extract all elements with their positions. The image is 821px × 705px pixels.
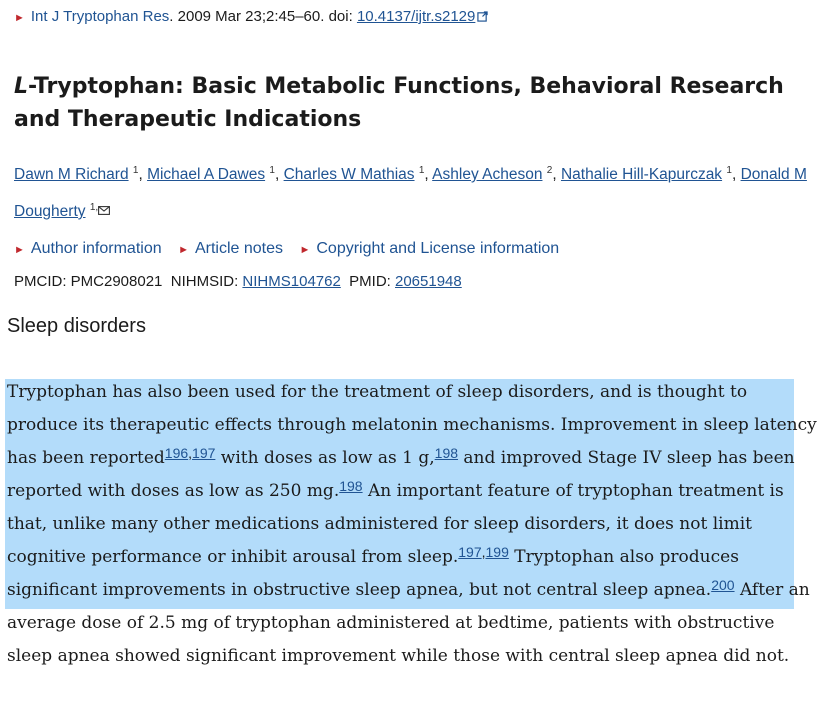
article-notes-toggle[interactable] xyxy=(178,240,283,257)
author-link[interactable]: Donald M Dougherty xyxy=(14,166,807,220)
reference-link[interactable]: 197 xyxy=(458,544,482,560)
paragraph-text: After an average dose of 2.5 mg of tryptophan administered at bedtime, patients with obstructive sleep apnea showed significant improvement while those with central sleep apnea did not. xyxy=(7,580,810,666)
author-link[interactable]: Ashley Acheson xyxy=(432,166,543,183)
article-notes-label: Article notes xyxy=(194,240,284,257)
reference-link[interactable]: 200 xyxy=(711,577,735,593)
affiliation-marker[interactable]: 1 xyxy=(269,165,275,176)
author-link[interactable]: Charles W Mathias xyxy=(283,166,415,183)
pmid-label: PMID: xyxy=(349,273,391,290)
pmcid: PMCID: PMC2908021 xyxy=(14,273,163,290)
author-link[interactable]: Nathalie Hill-Kapurczak xyxy=(560,166,723,183)
title-text: -Tryptophan: Basic Metabolic Functions, Behavioral Research and Therapeutic Indications xyxy=(14,74,784,132)
citation-line xyxy=(14,7,488,28)
author-link[interactable]: Dawn M Richard xyxy=(14,166,129,183)
section-heading: Sleep disorders xyxy=(7,315,146,337)
affiliation-marker[interactable]: 2 xyxy=(546,165,553,176)
affiliation-marker[interactable]: 1 xyxy=(726,165,732,176)
paragraph-text: with doses as low as 1 g, xyxy=(215,448,435,468)
journal-link[interactable]: Int J Tryptophan Res xyxy=(30,8,170,25)
author-information-toggle[interactable] xyxy=(14,240,162,257)
expand-triangle-icon: ► xyxy=(299,244,311,256)
author-list: Dawn M Richard $^1$, Michael A Dawes $^1$, Charles W Mathias $^1$, Ashley Acheson $^2$, Nathalie Hill-Kapurczak $^1$, Donald M Dougherty $^{1,}$ xyxy=(14,165,807,220)
citation-details: . 2009 Mar 23;2:45–60. doi: xyxy=(169,8,357,25)
reference-marker: 196,197 xyxy=(164,445,216,461)
reference-marker xyxy=(711,577,734,593)
expand-triangle-icon[interactable]: ► xyxy=(14,12,25,24)
title-italic-prefix: L xyxy=(14,74,29,99)
paragraph-text: An important feature of tryptophan treatment is that, unlike many other medications administered for sleep disorders, it does not limit cognitive performance or inhibit arousal from sleep. xyxy=(7,481,784,567)
doi-link[interactable]: 10.4137/ijtr.s2129 xyxy=(356,8,476,25)
envelope-icon[interactable] xyxy=(98,206,110,215)
copyright-license-toggle[interactable] xyxy=(299,240,559,257)
expand-triangle-icon: ► xyxy=(14,244,25,256)
affiliation-marker[interactable]: 1 xyxy=(418,165,425,176)
affiliation-marker[interactable]: 1, xyxy=(89,202,99,213)
article-title xyxy=(14,70,804,136)
body-paragraph[interactable] xyxy=(7,376,819,673)
author-information-label: Author information xyxy=(30,240,162,257)
nihmsid-label: NIHMSID: xyxy=(170,273,239,290)
reference-marker xyxy=(435,445,458,461)
nihmsid-link[interactable]: NIHMS104762 xyxy=(242,273,341,290)
affiliation-marker[interactable]: 1 xyxy=(132,165,139,176)
author-link[interactable]: Michael A Dawes xyxy=(147,166,266,183)
expand-triangle-icon: ► xyxy=(178,244,189,256)
copyright-license-label: Copyright and License information xyxy=(316,240,560,257)
reference-link[interactable]: 199 xyxy=(485,544,509,560)
article-identifiers xyxy=(14,272,462,292)
external-link-icon xyxy=(477,11,488,22)
paragraph-text: Tryptophan also produces significant improvements in obstructive sleep apnea, but not central sleep apnea. xyxy=(7,547,739,600)
reference-marker xyxy=(339,478,362,494)
reference-link[interactable]: 198 xyxy=(339,478,363,494)
reference-link[interactable]: 197 xyxy=(192,445,216,461)
reference-marker: 197,199 xyxy=(458,544,509,560)
paragraph-text: Tryptophan has also been used for the treatment of sleep disorders, and is thought to produce its therapeutic effects through melatonin mechanisms. Improvement in sleep latency has been reported xyxy=(7,382,817,468)
paragraph-text: and improved Stage IV sleep has been reported with doses as low as 250 mg. xyxy=(7,448,795,501)
reference-link[interactable]: 198 xyxy=(434,445,459,461)
pmid-link[interactable]: 20651948 xyxy=(395,273,462,290)
reference-link[interactable]: 196 xyxy=(164,445,189,461)
article-info-links xyxy=(14,238,571,261)
